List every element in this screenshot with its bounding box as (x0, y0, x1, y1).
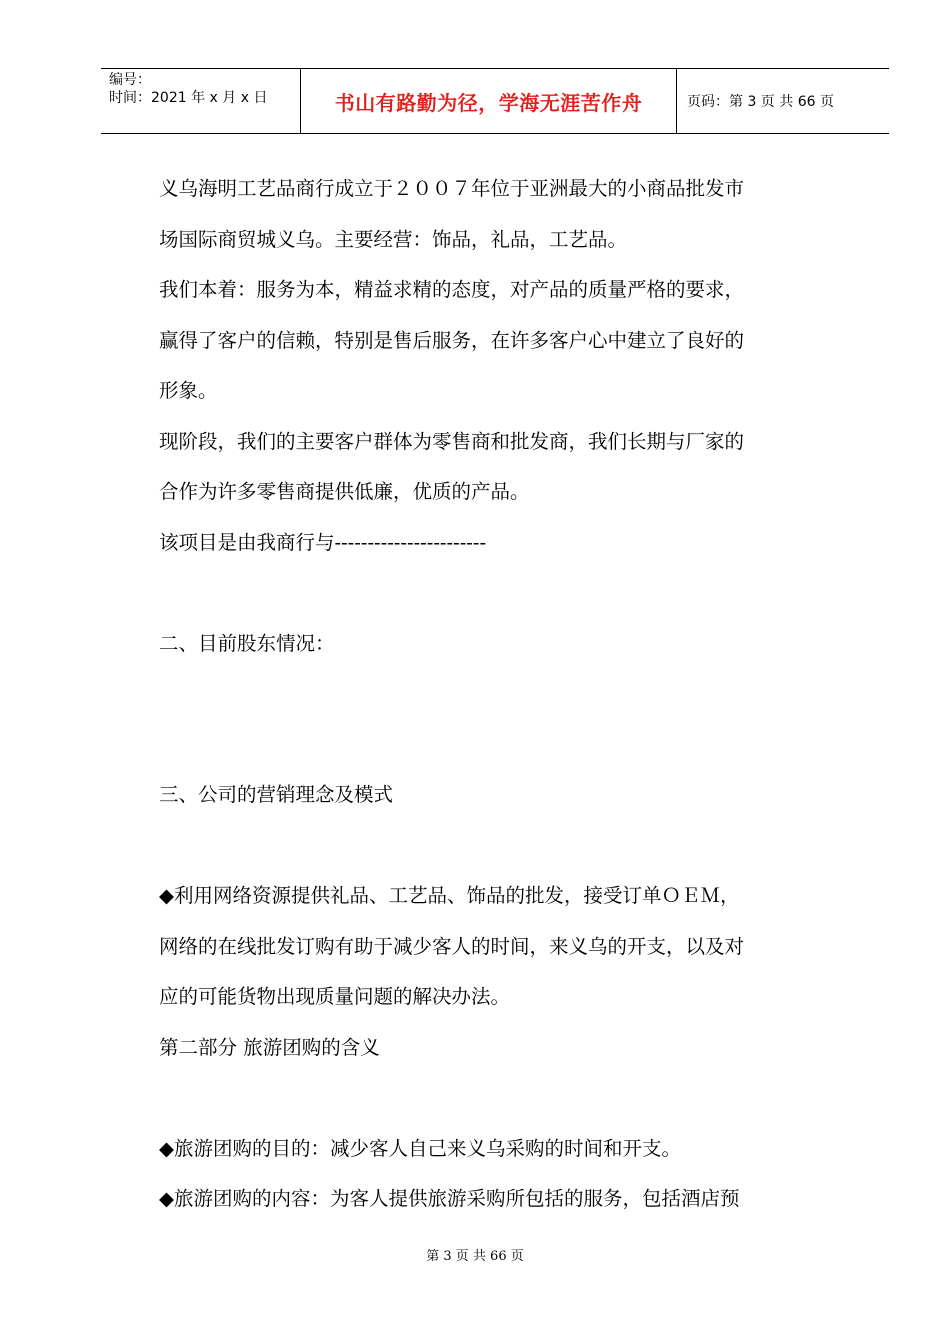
header-page-info: 页码：第 3 页 共 66 页 (687, 94, 834, 110)
header-meta (101, 69, 301, 133)
paragraph-line: 义乌海明工艺品商行成立于２００７年位于亚洲最大的小商品批发市 (159, 177, 745, 200)
header-motto: 书山有路勤为径，学海无涯苦作舟 (301, 69, 677, 133)
part-heading-tour-group: 第二部分 旅游团购的含义 (159, 1035, 380, 1059)
bullet-line: ◆利用网络资源提供礼品、工艺品、饰品的批发，接受订单ＯＥＭ， (159, 884, 740, 907)
bullet-line: 网络的在线批发订购有助于减少客人的时间，来义乌的开支，以及对 (159, 934, 745, 958)
document-body (159, 164, 839, 1225)
bullet-line: ◆旅游团购的目的：减少客人自己来义乌采购的时间和开支。 (159, 1136, 681, 1160)
paragraph-line: 该项目是由我商行与----------------------- (159, 530, 487, 554)
blank-line (159, 1073, 839, 1124)
blank-line (159, 821, 839, 872)
page-footer: 第 3 页 共 66 页 (426, 1249, 524, 1264)
page-header (101, 68, 889, 134)
paragraph-line: 场国际商贸城义乌。主要经营：饰品，礼品，工艺品。 (159, 227, 628, 251)
date-line: 时间：2021 年 x 月 x 日 (109, 90, 268, 106)
section-heading-shareholders: 二、目前股东情况： (159, 631, 335, 655)
blank-line (159, 669, 839, 720)
paragraph-line: 赢得了客户的信赖，特别是售后服务，在许多客户心中建立了良好的 (159, 328, 745, 352)
serial-label: 编号： (109, 72, 151, 88)
blank-line (159, 568, 839, 619)
paragraph-line: 形象。 (159, 379, 218, 402)
bullet-line: 应的可能货物出现质量问题的解决办法。 (159, 985, 511, 1008)
blank-line (159, 720, 839, 771)
paragraph-line: 合作为许多零售商提供低廉，优质的产品。 (159, 480, 530, 503)
paragraph-line: 现阶段，我们的主要客户群体为零售商和批发商，我们长期与厂家的 (159, 429, 745, 453)
paragraph-line: 我们本着：服务为本，精益求精的态度，对产品的质量严格的要求， (159, 278, 745, 301)
section-heading-marketing: 三、公司的营销理念及模式 (159, 783, 394, 806)
bullet-line: ◆旅游团购的内容：为客人提供旅游采购所包括的服务，包括酒店预 (159, 1187, 740, 1210)
